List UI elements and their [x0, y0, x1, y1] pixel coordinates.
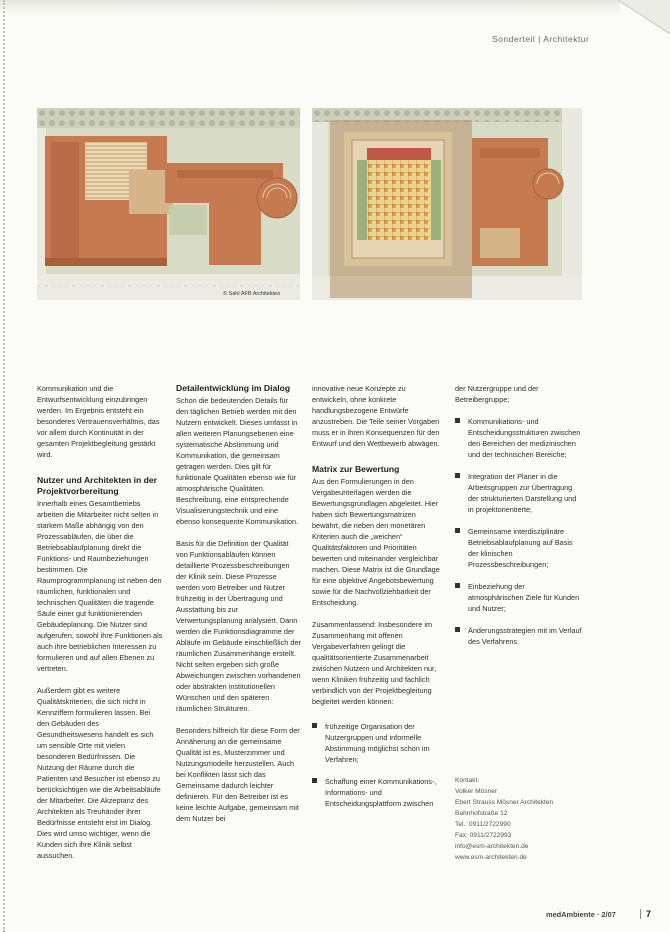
site-plan-left [37, 108, 300, 300]
street [562, 108, 582, 300]
paragraph: Kommunikation und die Entwurfsentwicklung einzubringen werden. Im Ergebnis entsteht ein besonderes Vertrauensverhältnis, das vor allem durch Kontinuität in der gesamten Projektbegleitung gestärkt wird. [37, 384, 160, 459]
bullet-list [455, 416, 582, 647]
section-heading: Detailentwicklung im Dialog [176, 383, 291, 393]
page-number: 7 [640, 909, 651, 919]
bullet-list [312, 721, 441, 809]
contact-website: www.esm-architekten.de [455, 854, 527, 861]
list-item-text: Kommunikations- und Entscheidungsstrukturen zwischen den Bereichen der medizinischen und der technischen Bereiche; [468, 417, 581, 459]
article-column-3 [312, 383, 441, 878]
paragraph: der Nutzergruppe und der Betreibergruppe; [455, 384, 539, 404]
list-item [455, 416, 582, 460]
contact-line: Volker Mösner [455, 788, 498, 795]
article-column-1 [37, 383, 163, 878]
scan-shadow [0, 0, 620, 14]
list-item-text: Änderungsstrategien mit im Verlauf des Verfahrens. [468, 626, 582, 646]
bullet-square-icon [312, 778, 317, 783]
page-perforation [3, 0, 5, 932]
lawn [169, 205, 207, 235]
tree-row [37, 108, 300, 128]
paragraph: Basis für die Definition der Qualität von Funktionsabläufen können detaillierte Prozessbeschreibungen der Klinik sein. Diese Prozesse werden vom Betreiber und Nutzer frühzeitig in der Übertragung und Ausstattung bis zur Verwertungsplanung analysiert. Dann werden die Funktionsdiagramme der Abläufe im Gebäude einschließlich der räumlichen Zusammenhänge erstellt. Nicht selten ergeben sich große Abweichungen zwischen vorhandenen oder abstrakten institutionellen Wünschen und den späteren räumlichen Strukturen. [176, 539, 301, 713]
section-heading: Matrix zur Bewertung [312, 464, 400, 474]
list-item-text: Gemeinsame interdisziplinäre Betriebsablaufplanung auf Basis der klinischen Prozessbeschreibungen; [468, 527, 573, 569]
magazine-issue: medAmbiente · 2/07 [546, 910, 616, 919]
contact-line: Ebert Strauss Mösner Architekten [455, 799, 554, 806]
list-item [455, 471, 582, 515]
contact-label: Kontakt: [455, 777, 480, 784]
paragraph: Außerdem gibt es weitere Qualitätskriterien, die sich nicht in Kennziffern formulieren lassen. Bei den Gebäuden des Gesundheitswesens handelt es sich um sensible Orte mit vielen besonderen Bedürfnissen. Die Nutzung der Räume durch die Patienten und Besucher ist ebenso zu berücksichtigen wie die Arbeitsabläufe der Mitarbeiter. Die Akzeptanz des Architekten als Treuhänder ihrer Bedürfnisse entsteht erst im Dialog. Dies wird umso wichtiger, wenn die Kunden sich ihre Klinik selbst aussuchen. [37, 686, 161, 860]
paragraph: Besonders hilfreich für diese Form der Annäherung an die gemeinsame Qualität ist es, Musterzimmer und Nutzungsmodelle herzustellen. Auch bei Konflikten lässt sich das Gemeinsame dadurch leichter definieren. Für den Betreiber ist es keine leichte Aufgabe, gemeinsam mit dem Nutzer bei [176, 726, 300, 823]
list-item [455, 625, 582, 647]
new-building-proposal [330, 120, 472, 298]
bullet-square-icon [455, 528, 460, 533]
contact-line: Fax: 0911/2722993 [455, 832, 512, 839]
bullet-square-icon [455, 627, 460, 632]
list-item [455, 526, 582, 570]
section-heading: Nutzer und Architekten in der Projektvorbereitung [37, 475, 158, 496]
list-item-text: Schaffung einer Kommunikations-, Informations- und Entscheidungsplattform zwischen [325, 777, 437, 808]
bullet-square-icon [455, 583, 460, 588]
bullet-square-icon [455, 418, 460, 423]
courtyard-grid [367, 160, 431, 240]
bullet-square-icon [455, 473, 460, 478]
bullet-square-icon [312, 723, 317, 728]
contact-line: Bahnhofstraße 12 [455, 810, 508, 817]
list-item [455, 581, 582, 614]
contact-email: info@esm-architekten.de [455, 843, 529, 850]
list-item-text: frühzeitige Organisation der Nutzergruppen und informelle Abstimmung möglichst schon im Verfahren; [325, 722, 430, 764]
site-plan-right [312, 108, 582, 300]
paragraph: innovative neue Konzepte zu entwickeln, ohne konkrete handlungsbezogene Entwürfe anzustreben. Die Teile seiner Vorgaben muss er in ihren Konsequenzen für den Entwurf und den Wettbewerb abwägen. [312, 384, 440, 448]
paragraph: Zusammenfassend: Insbesondere im Zusammenhang mit offenen Vergabeverfahren gelingt die qualitätsorientierte Zusammenarbeit zwischen Nutzern und Architekten nur, wenn Kliniken frühzeitig und fachlich verbindlich von der Projektbegleitung begleitet werden können: [312, 620, 437, 706]
contact-block [455, 775, 582, 863]
page-footer [540, 909, 660, 921]
page-curl [618, 0, 670, 36]
paragraph: Innerhalb eines Gesamtbetriebs arbeiten die Mitarbeiter nicht selten in starkem Maße abhängig von den Prozessabläufen, die über die Betriebsablaufplanung direkt die Funktions- und Raumbeziehungen bestimmen. Die Raumprogrammplanung ist neben den räumlichen, funktionalen und technischen Qualitäten die tragende Säule einer gut funktionierenden Gebäudeplanung. Die Nutzer sind aufgerufen, sowohl ihre Funktionen als auch ihre betrieblichen Interessen zu formulieren und auf allen Ebenen zu vertreten. [37, 499, 163, 673]
paragraph: Aus den Formulierungen in den Vergabeunterlagen werden die Bewertungsgrundlagen abgeleitet. Hier haben sich Bewertungsmatrizen bewährt, die neben den monetären Kriterien auch die „weichen“ Qualitätsfaktoren und Prioritäten bewerten und miteinander vergleichbar machen. Diese Matrix ist die Grundlage für eine objektive Angebotsbewertung sowie für die Nachvollziehbarkeit der Entscheidung. [312, 477, 440, 607]
contact-line: Tel.: 0911/2722990 [455, 821, 511, 828]
street [312, 122, 328, 300]
street [37, 128, 46, 274]
tree-row [312, 108, 582, 122]
section-label: Sonderteil | Architektur [492, 34, 590, 44]
figure-credit: © Sahl AFB Architekten [223, 291, 281, 297]
list-item-text: Einbeziehung der atmosphärischen Ziele für Kunden und Nutzer; [468, 582, 580, 613]
paragraph: Schon die bedeutenden Details für den täglichen Betrieb werden mit den Nutzern entwickelt. Dieses umfasst in allen weiteren Planungsebenen eine systematische Abstimmung und Kommunikation, die gemeinsam getragen werden. Dies gilt für funktionale Qualitäten ebenso wie für atmosphärische Qualitäten. Beschreibung, eine entsprechende Visualisierungstechnik und eine ebenso konsequente Kommunikation. [176, 396, 299, 526]
list-item [312, 776, 441, 809]
list-item [312, 721, 441, 765]
article-column-4 [455, 383, 582, 763]
list-item-text: Integration der Planer in die Arbeitsgruppen zur Übertragung der strukturierten Darstellung und in projektorientierte; [468, 472, 577, 514]
article-column-2 [176, 383, 301, 878]
